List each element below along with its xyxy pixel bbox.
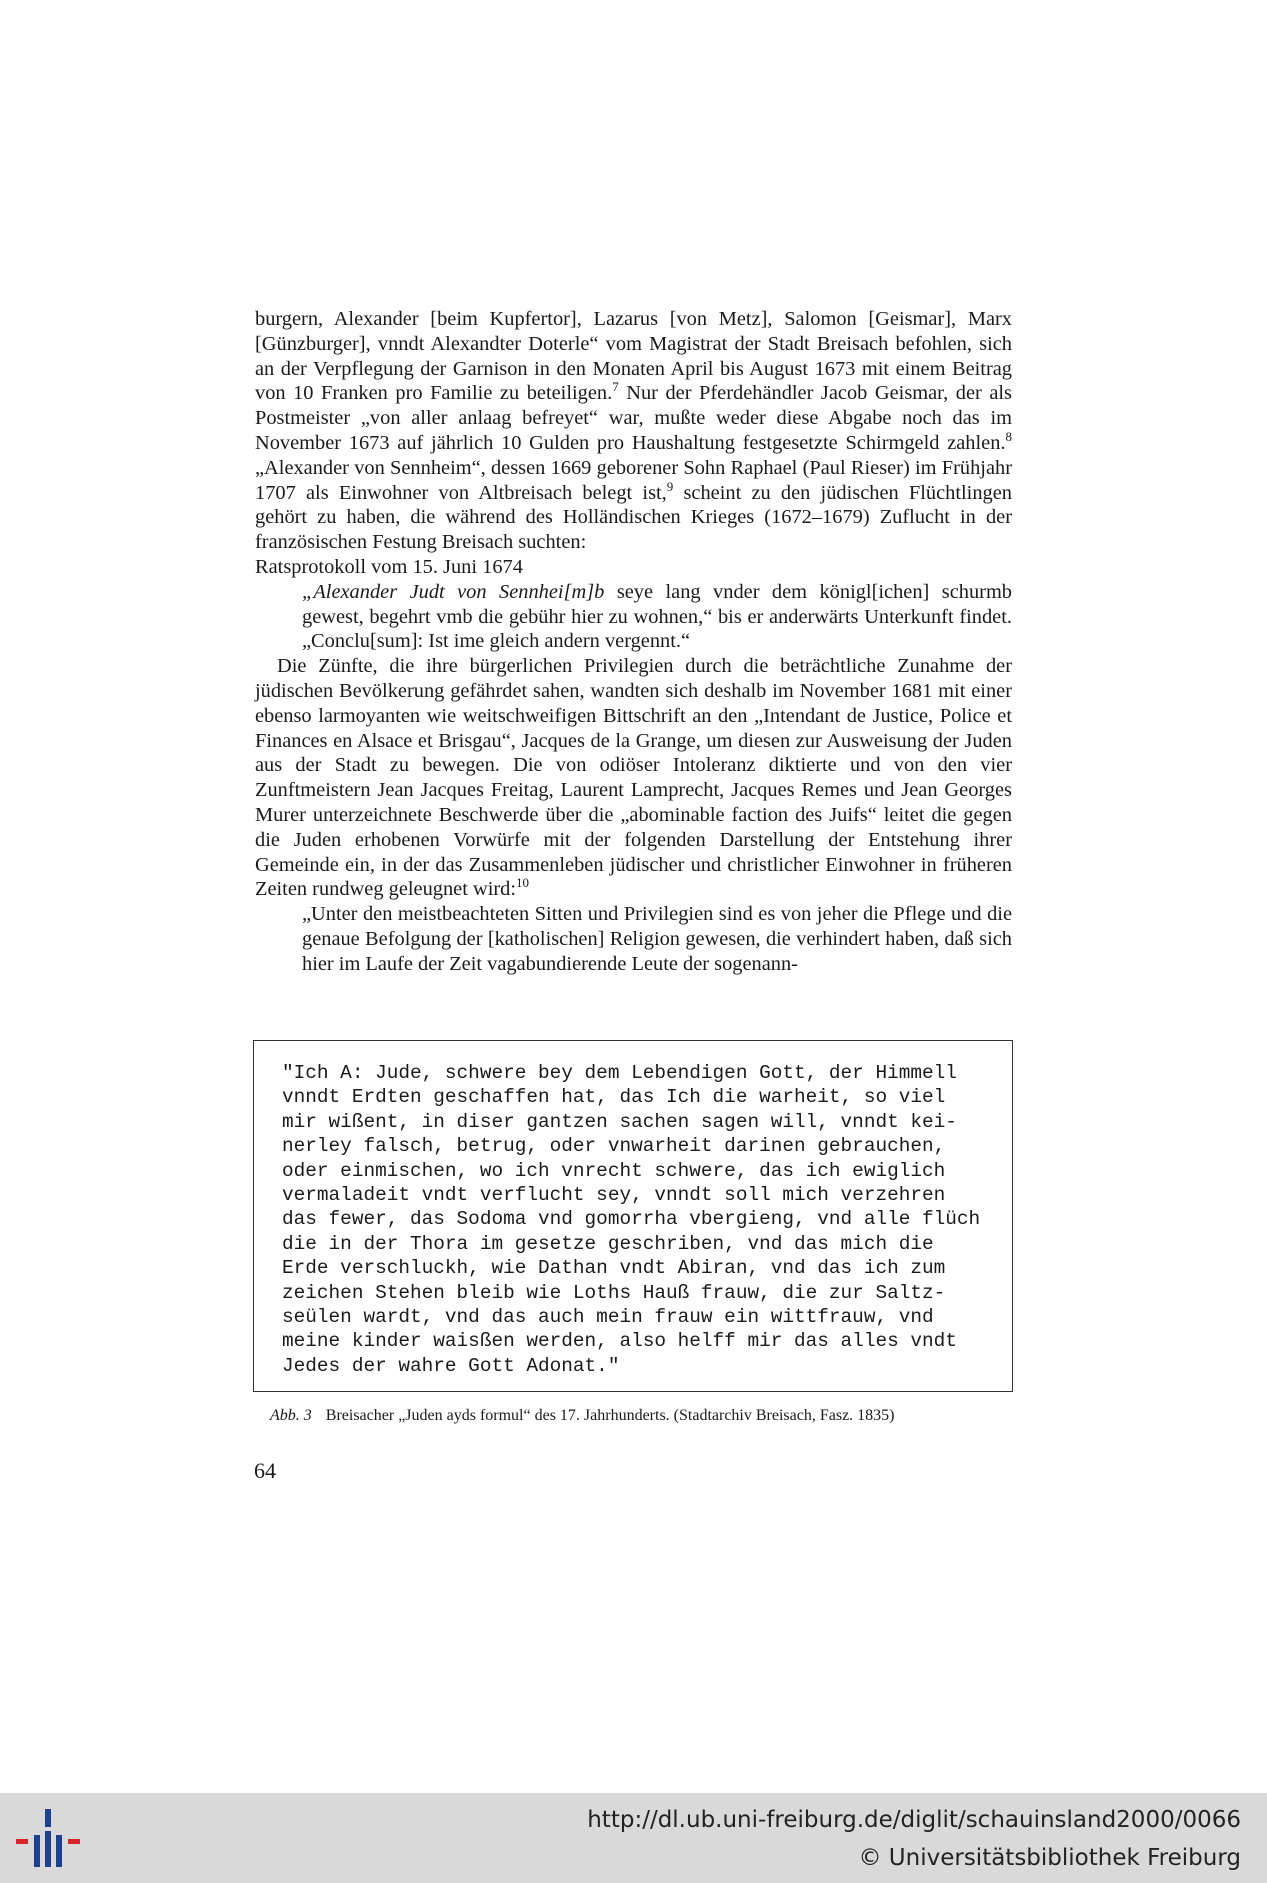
quote-protocol-rest: seye lang vnder dem königl[ichen] schurmb gewest, begehrt vmb die gebühr hier zu wohnen,“ bis er anderwärts Unterkunft findet. „Conclu[sum]: Ist ime gleich andern vergennt.“	[302, 580, 1013, 653]
footnote-ref-9[interactable]: 9	[666, 478, 674, 494]
quote-protocol-italic: „Alexander Judt von Sennhei[m]b	[302, 580, 605, 603]
paragraph-1-part-c: „Alexander von Sennheim“, dessen 1669 geborener Sohn Raphael (Paul Rieser) im Frühjahr 1707 als Einwohner von Altbreisach belegt ist,	[255, 456, 1012, 504]
footnote-ref-8[interactable]: 8	[1005, 429, 1012, 445]
oath-line: die in der Thora im gesetze geschriben, vnd das mich die	[282, 1232, 934, 1255]
protocol-heading: Ratsprotokoll vom 15. Juni 1674	[255, 555, 523, 578]
oath-text-box	[253, 1040, 1013, 1392]
quote-protocol	[302, 580, 1012, 654]
footer-bar	[0, 1793, 1267, 1883]
footnote-ref-10[interactable]: 10	[516, 875, 530, 891]
document-url-link[interactable]: http://dl.ub.uni-freiburg.de/diglit/schauinsland2000/0066	[587, 1807, 1241, 1833]
oath-line: oder einmischen, wo ich vnrecht schwere, das ich ewiglich	[282, 1159, 946, 1182]
oath-line: seülen wardt, vnd das auch mein frauw ein wittfrauw, vnd	[282, 1306, 934, 1329]
paragraph-1-part-d: scheint zu den jüdischen Flüchtlingen gehört zu haben, die während des Holländischen Krieges (1672–1679) Zuflucht in der französischen Festung Breisach suchten:	[255, 481, 1012, 554]
oath-line: "Ich A: Jude, schwere bey dem Lebendigen Gott, der Himmell	[282, 1062, 957, 1084]
caption-text: Breisacher „Juden ayds formul“ des 17. Jahrhunderts. (Stadtarchiv Breisach, Fasz. 1835)	[325, 1407, 895, 1424]
oath-line: zeichen Stehen bleib wie Loths Hauß frauw, die zur Saltz-	[282, 1281, 946, 1304]
paragraph-2-text: Die Zünfte, die ihre bürgerlichen Privilegien durch die beträchtliche Zunahme der jüdischen Bevölkerung gefährdet sahen, wandten sich deshalb im November 1681 mit einer ebenso larmoyanten wie weitschweifigen Bittschrift an den „Intendant de Justice, Police et Finances en Alsace et Brisgau“, Jacques de la Grange, um diesen zur Ausweisung der Juden aus der Stadt zu bewegen. Die von odiöser Intoleranz diktierte und von den vier Zunftmeistern Jean Jacques Freitag, Laurent Lamprecht, Jacques Remes und Jean Georges Murer unterzeichnete Beschwerde über die „abominable faction des Juifs“ leitet die gegen die Juden erhobenen Vorwürfe mit der folgenden Darstellung der Entstehung ihrer Gemeinde ein, in der das Zusammenleben jüdischer und christlicher Einwohner in früheren Zeiten rundweg geleugnet wird:	[255, 655, 1012, 901]
paragraph-2	[255, 654, 1012, 902]
paragraph-1-part-b: Nur der Pferdehändler Jacob Geismar, der als Postmeister „von aller anlaag befreyet“ war, mußte weder diese Abgabe noch das im November 1673 auf jährlich 10 Gulden pro Haushaltung festgesetzte Schirmgeld zahlen.	[255, 382, 1012, 454]
oath-line: Jedes der wahre Gott Adonat."	[282, 1354, 620, 1377]
logo-graphic	[14, 1805, 84, 1871]
figure-caption	[270, 1406, 1015, 1426]
footnote-ref-7[interactable]: 7	[612, 379, 619, 395]
oath-line: nerley falsch, betrug, oder vnwarheit darinen gebrauchen,	[282, 1135, 946, 1158]
caption-label: Abb. 3	[270, 1407, 312, 1424]
quote-petition: „Unter den meistbeachteten Sitten und Privilegien sind es von jeher die Pflege und die genaue Befolgung der [katholischen] Religion gewesen, die verhindert haben, daß sich hier im Laufe der Zeit vagabundierende Leute der sogenann-	[302, 903, 1012, 975]
oath-line: vnndt Erdten geschaffen hat, das Ich die warheit, so viel	[282, 1086, 946, 1109]
oath-line: das fewer, das Sodoma vnd gomorrha vbergieng, vnd alle flüch	[282, 1208, 981, 1231]
oath-line: mir wißent, in diser gantzen sachen sagen will, vnndt kei-	[282, 1110, 957, 1133]
page-number: 64	[254, 1458, 276, 1483]
ub-freiburg-logo-icon[interactable]	[14, 1805, 84, 1871]
body-text	[255, 307, 1012, 977]
oath-line: Erde verschluckh, wie Dathan vndt Abiran, vnd das ich zum	[282, 1257, 946, 1280]
copyright-notice: © Universitätsbibliothek Freiburg	[858, 1845, 1241, 1871]
oath-line: vermaladeit vndt verflucht sey, vnndt soll mich verzehren	[282, 1184, 946, 1207]
oath-line: meine kinder waisßen werden, also helff mir das alles vndt	[282, 1330, 957, 1353]
paragraph-1-part-a: burgern, Alexander [beim Kupfertor], Lazarus [von Metz], Salomon [Geismar], Marx [Günzburger], vnndt Alexandter Doterle“ vom Magistrat der Stadt Breisach befohlen, sich an der Verpflegung der Garnison in den Monaten April bis August 1673 mit einem Beitrag von 10 Franken pro Familie zu beteiligen.	[255, 308, 1012, 405]
paragraph-1	[255, 307, 1012, 555]
